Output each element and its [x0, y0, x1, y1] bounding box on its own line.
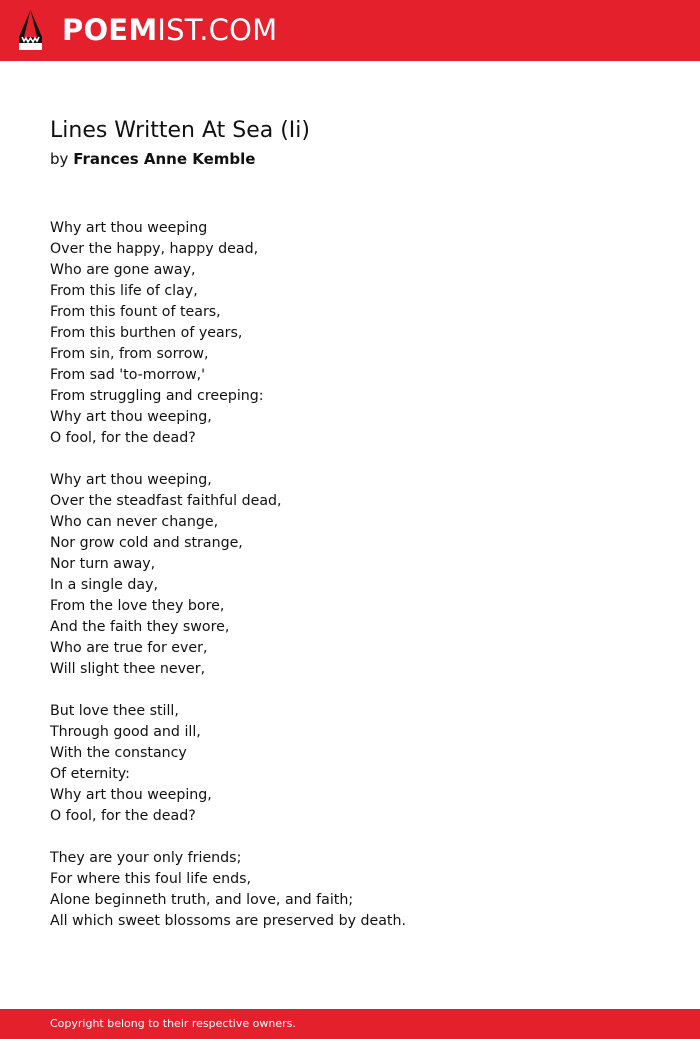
- site-header: [0, 0, 700, 61]
- poem-line: Who can never change,: [50, 514, 219, 530]
- poem-line: For where this foul life ends,: [50, 871, 252, 887]
- site-logo-link[interactable]: [62, 12, 277, 48]
- poem-line: And the faith they swore,: [50, 619, 230, 635]
- poem-line: Will slight thee never,: [50, 661, 206, 677]
- poem-line: Of eternity:: [50, 766, 130, 782]
- poem-line: Over the steadfast faithful dead,: [50, 493, 282, 509]
- poem-line: From this fount of tears,: [50, 304, 221, 320]
- poem-line: But love thee still,: [50, 703, 179, 719]
- poem-line: Through good and ill,: [50, 724, 201, 740]
- poem-line: Why art thou weeping,: [50, 472, 212, 488]
- poem-line: Alone beginneth truth, and love, and faith;: [50, 892, 354, 908]
- stanza: [50, 848, 670, 932]
- poem-line: Why art thou weeping,: [50, 409, 212, 425]
- poem-line: With the constancy: [50, 745, 187, 761]
- stanza: [50, 218, 670, 449]
- author-name: Frances Anne Kemble: [73, 150, 256, 168]
- poem-body: [50, 218, 670, 953]
- poem-line: Nor turn away,: [50, 556, 156, 572]
- poem-line: From this burthen of years,: [50, 325, 243, 341]
- poem-line: From this life of clay,: [50, 283, 198, 299]
- site-footer: [0, 1009, 700, 1039]
- brand-light-text: IST.COM: [157, 13, 278, 47]
- poem-title: Lines Written At Sea (Ii): [50, 118, 310, 143]
- poem-line: They are your only friends;: [50, 850, 242, 866]
- poem-line: Nor grow cold and strange,: [50, 535, 243, 551]
- poem-line: From sin, from sorrow,: [50, 346, 209, 362]
- pen-nib-icon[interactable]: [17, 9, 44, 52]
- poem-line: Over the happy, happy dead,: [50, 241, 259, 257]
- poem-line: Who are gone away,: [50, 262, 196, 278]
- stanza: [50, 470, 670, 680]
- copyright-notice: Copyright belong to their respective owners.: [50, 1017, 296, 1030]
- by-label: by: [50, 150, 69, 168]
- poem-line: Who are true for ever,: [50, 640, 208, 656]
- poem-line: From the love they bore,: [50, 598, 225, 614]
- poem-line: Why art thou weeping,: [50, 787, 212, 803]
- poem-line: In a single day,: [50, 577, 159, 593]
- poem-line: O fool, for the dead?: [50, 808, 196, 824]
- brand-bold-text: POEM: [62, 13, 158, 47]
- poem-line: From struggling and creeping:: [50, 388, 264, 404]
- poem-line: All which sweet blossoms are preserved by death.: [50, 913, 406, 929]
- poem-line: From sad 'to-morrow,': [50, 367, 206, 383]
- byline: [50, 148, 255, 170]
- poem-line: O fool, for the dead?: [50, 430, 196, 446]
- poem-line: Why art thou weeping: [50, 220, 208, 236]
- stanza: [50, 701, 670, 827]
